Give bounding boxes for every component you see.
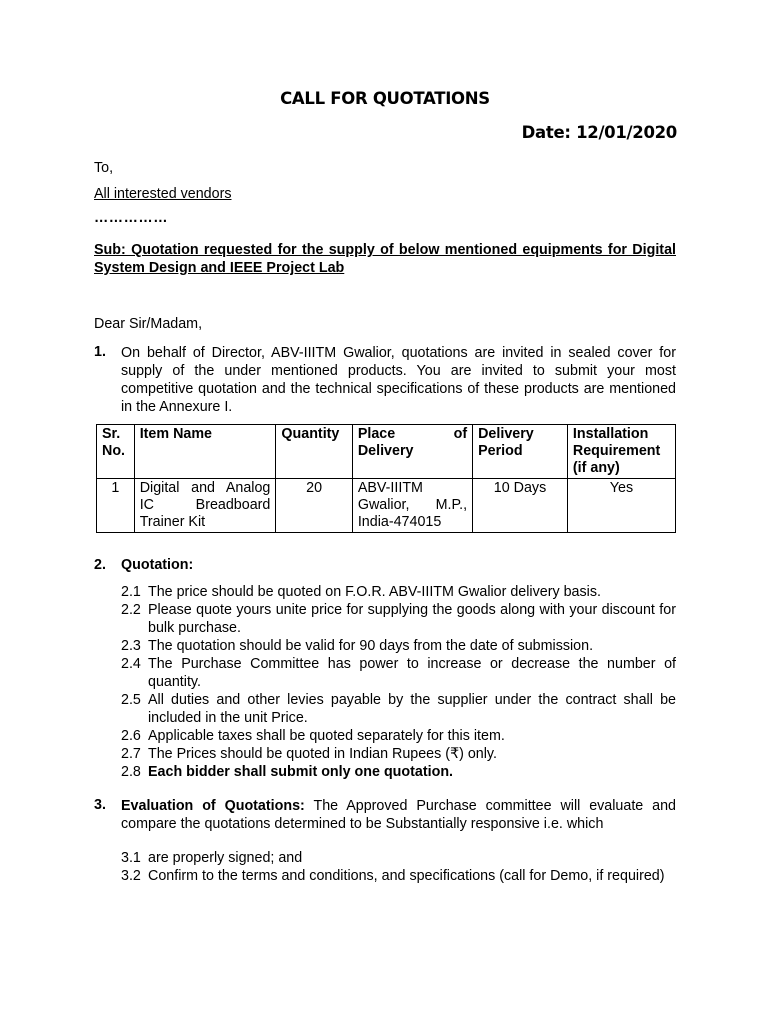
list-item-text: The Purchase Committee has power to increase or decrease the number of quantity. [148, 656, 676, 690]
table-header-place: Place of Delivery [352, 425, 472, 479]
list-item-text: The Prices should be quoted in Indian Rupees (₹) only. [148, 746, 497, 762]
list-item-text: Please quote yours unite price for supplying the goods along with your discount for bulk purchase. [148, 602, 676, 636]
list-item-text: The price should be quoted on F.O.R. ABV-IIITM Gwalior delivery basis. [148, 584, 601, 600]
list-item-text: Each bidder shall submit only one quotation. [148, 764, 454, 780]
page-title: CALL FOR QUOTATIONS [280, 89, 490, 108]
section-3-paragraph [121, 797, 676, 833]
list-item [121, 849, 676, 867]
list-item [121, 745, 676, 763]
list-item-number: 2.6 [121, 728, 141, 744]
section-2-number: 2. [94, 557, 106, 573]
items-table [96, 424, 676, 533]
table-header-installation: Installation Requirement (if any) [567, 425, 675, 479]
table-row [97, 479, 676, 533]
list-item [121, 763, 676, 781]
list-item-text: Confirm to the terms and conditions, and specifications (call for Demo, if required) [148, 868, 665, 884]
table-header-row [97, 425, 676, 479]
section-1-text: On behalf of Director, ABV-IIITM Gwalior, quotations are invited in sealed cover for supply of the under mentioned products. You are invited to submit your most competitive quotation and the technical specifications of these products are mentioned in the Annexure I. [121, 345, 676, 415]
table-header-item-name: Item Name [134, 425, 276, 479]
table-cell-place: ABV-IIITM Gwalior, M.P., India-474015 [352, 479, 472, 533]
section-2-list [121, 583, 676, 781]
list-item-text: All duties and other levies payable by the supplier under the contract shall be included in the unit Price. [148, 692, 676, 726]
table-header-quantity: Quantity [276, 425, 352, 479]
list-item-number: 2.3 [121, 638, 141, 654]
list-item [121, 727, 676, 745]
section-3-number: 3. [94, 797, 106, 813]
list-item-number: 3.1 [121, 850, 141, 866]
table-cell-delivery-period: 10 Days [473, 479, 568, 533]
list-item-text: are properly signed; and [148, 850, 303, 866]
table-header-sr: Sr. No. [97, 425, 135, 479]
list-item-number: 2.5 [121, 692, 141, 708]
section-3-list [121, 849, 676, 885]
list-item-number: 3.2 [121, 868, 141, 884]
table-cell-installation: Yes [567, 479, 675, 533]
addressee: All interested vendors [94, 186, 232, 202]
list-item [121, 601, 676, 637]
list-item [121, 655, 676, 691]
table-cell-sr: 1 [97, 479, 135, 533]
table-header-delivery-period: Delivery Period [473, 425, 568, 479]
section-1-number: 1. [94, 344, 106, 360]
section-3-text: The Approved Purchase committee will evaluate and compare the quotations determined to be Substantially responsive i.e. which [121, 798, 677, 832]
table-cell-quantity: 20 [276, 479, 352, 533]
list-item-number: 2.2 [121, 602, 141, 618]
list-item-text: Applicable taxes shall be quoted separately for this item. [148, 728, 505, 744]
list-item-number: 2.1 [121, 584, 141, 600]
list-item [121, 691, 676, 727]
document-date: Date: 12/01/2020 [521, 123, 677, 142]
list-item-text: The quotation should be valid for 90 days from the date of submission. [148, 638, 594, 654]
section-3-heading: Evaluation of Quotations: [121, 798, 305, 814]
list-item-number: 2.8 [121, 764, 141, 780]
dots-separator: …………… [94, 210, 168, 226]
table-cell-item-name: Digital and Analog IC Breadboard Trainer Kit [134, 479, 276, 533]
list-item-number: 2.4 [121, 656, 141, 672]
to-label: To, [94, 160, 114, 176]
list-item [121, 637, 676, 655]
list-item [121, 867, 676, 885]
section-2-heading: Quotation: [121, 557, 194, 573]
salutation: Dear Sir/Madam, [94, 316, 203, 332]
list-item [121, 583, 676, 601]
subject-line: Sub: Quotation requested for the supply of below mentioned equipments for Digital System Design and IEEE Project Lab [94, 242, 676, 276]
list-item-number: 2.7 [121, 746, 141, 762]
